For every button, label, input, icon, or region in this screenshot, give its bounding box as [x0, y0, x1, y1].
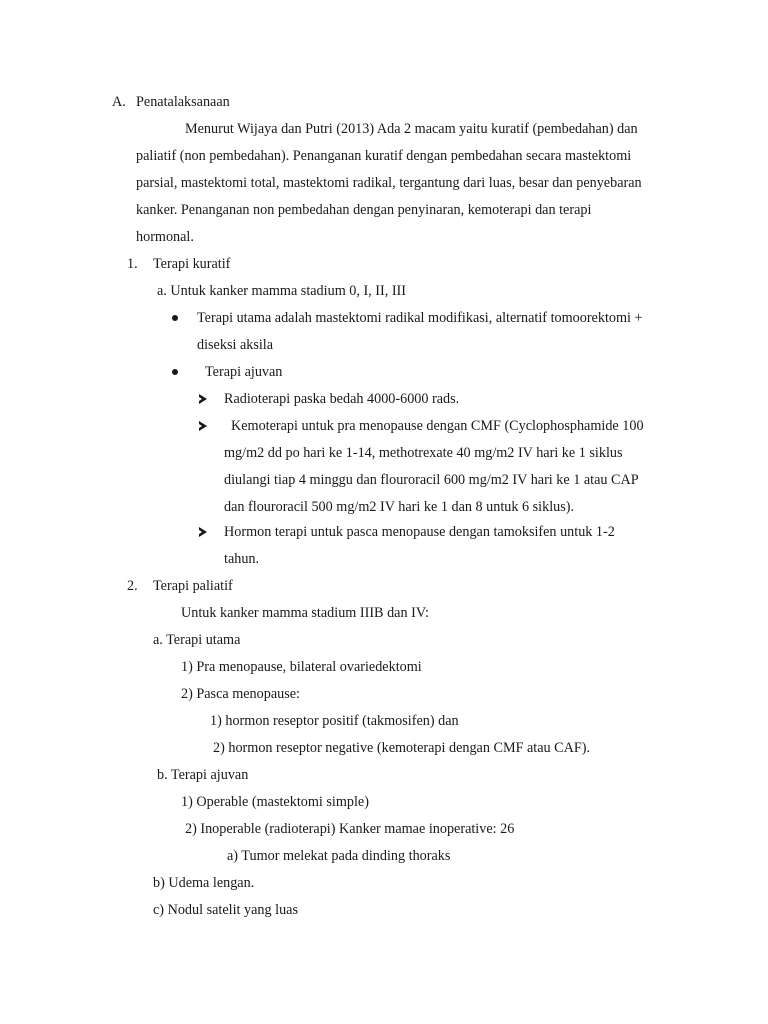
kuratif-sub-a: a. Untuk kanker mamma stadium 0, I, II, III	[157, 283, 406, 299]
paliatif-title: Terapi paliatif	[153, 578, 233, 594]
arrow-bullet-icon	[199, 527, 207, 537]
paliatif-item: a) Tumor melekat pada dinding thoraks	[227, 848, 451, 864]
intro-line: Menurut Wijaya dan Putri (2013) Ada 2 macam yaitu kuratif (pembedahan) dan	[185, 121, 638, 137]
paliatif-item: 2) hormon reseptor negative (kemoterapi dengan CMF atau CAF).	[213, 740, 591, 756]
intro-line: parsial, mastektomi total, mastektomi radikal, tergantung dari luas, besar dan penyebaran	[136, 175, 642, 191]
bullet-text: Terapi ajuvan	[205, 364, 283, 380]
arrow-text: tahun.	[224, 551, 260, 567]
paliatif-intro: Untuk kanker mamma stadium IIIB dan IV:	[181, 605, 429, 621]
paliatif-item: c) Nodul satelit yang luas	[153, 902, 298, 918]
intro-line: kanker. Penanganan non pembedahan dengan penyinaran, kemoterapi dan terapi	[136, 202, 592, 218]
section-marker: A.	[112, 94, 126, 110]
list-number: 2.	[127, 578, 138, 594]
arrow-text: Hormon terapi untuk pasca menopause dengan tamoksifen untuk 1-2	[224, 524, 615, 540]
arrow-text: mg/m2 dd po hari ke 1-14, methotrexate 40 mg/m2 IV hari ke 1 siklus	[224, 445, 623, 461]
intro-line: paliatif (non pembedahan). Penanganan kuratif dengan pembedahan secara mastektomi	[136, 148, 632, 164]
arrow-bullet-icon	[199, 394, 207, 404]
paliatif-item: 1) hormon reseptor positif (takmosifen) dan	[210, 713, 459, 729]
arrow-text: dan flouroracil 500 mg/m2 IV hari ke 1 dan 8 untuk 6 siklus).	[224, 499, 575, 515]
arrow-text: Kemoterapi untuk pra menopause dengan CMF (Cyclophosphamide 100	[231, 418, 644, 434]
paliatif-item: b. Terapi ajuvan	[157, 767, 249, 783]
list-number: 1.	[127, 256, 138, 272]
bullet-text: Terapi utama adalah mastektomi radikal modifikasi, alternatif tomoorektomi +	[197, 310, 643, 326]
paliatif-item: 1) Pra menopause, bilateral ovariedektomi	[181, 659, 422, 675]
bullet-icon	[172, 369, 178, 375]
intro-line: hormonal.	[136, 229, 194, 245]
paliatif-item: b) Udema lengan.	[153, 875, 255, 891]
paliatif-item: 1) Operable (mastektomi simple)	[181, 794, 369, 810]
arrow-text: Radioterapi paska bedah 4000-6000 rads.	[224, 391, 460, 407]
arrow-bullet-icon	[199, 421, 207, 431]
bullet-icon	[172, 315, 178, 321]
kuratif-title: Terapi kuratif	[153, 256, 231, 272]
paliatif-item: 2) Inoperable (radioterapi) Kanker mamae inoperative: 26	[185, 821, 515, 837]
arrow-text: diulangi tiap 4 minggu dan flouroracil 600 mg/m2 IV hari ke 1 atau CAP	[224, 472, 639, 488]
paliatif-item: a. Terapi utama	[153, 632, 241, 648]
section-heading: Penatalaksanaan	[136, 94, 230, 110]
bullet-text: diseksi aksila	[197, 337, 274, 353]
paliatif-item: 2) Pasca menopause:	[181, 686, 300, 702]
